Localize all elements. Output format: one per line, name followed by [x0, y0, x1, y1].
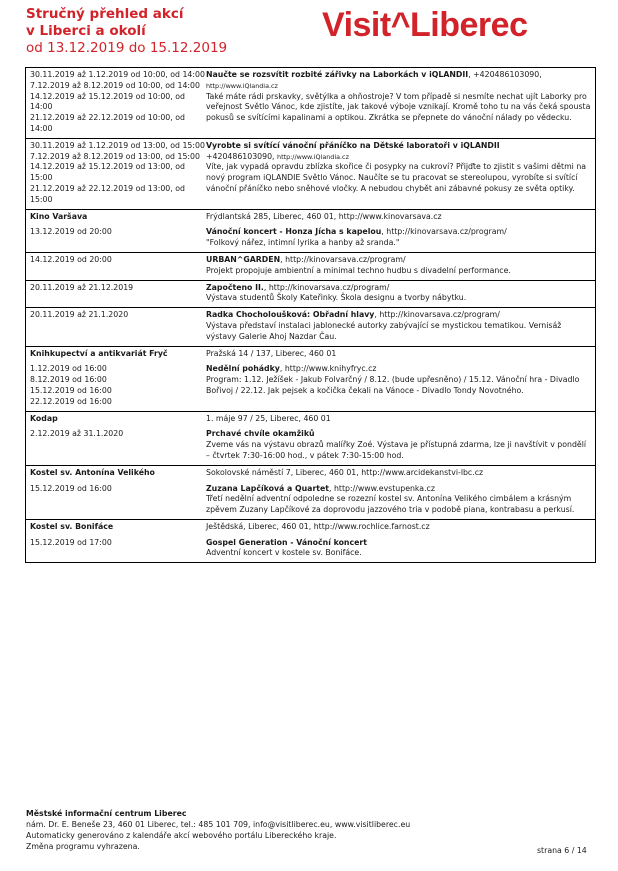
venue-block-kino-varsava — [26, 210, 595, 253]
title-line-1: Stručný přehled akcí — [26, 6, 184, 22]
event-web-link[interactable]: , http://www.evstupenka.cz — [329, 483, 435, 493]
event-date: 20.11.2019 až 21.1.2020 — [30, 310, 129, 320]
venue-name: Knihkupectví a antikvariát Fryč — [30, 348, 168, 358]
date-line: 30.11.2019 až 1.12.2019 od 13:00, od 15:00 — [30, 140, 205, 150]
event-title: Vánoční koncert - Honza Jícha s kapelou — [206, 227, 382, 237]
date-line: 1.12.2019 od 16:00 — [30, 364, 107, 374]
date-line: 14.12.2019 až 15.12.2019 od 10:00, od 14:00 — [30, 91, 185, 112]
venue-block-bonifac — [26, 520, 595, 563]
event-title: Gospel Generation - Vánoční koncert — [206, 537, 367, 547]
venue-column — [30, 522, 206, 559]
report-title — [26, 6, 227, 57]
date-line: 8.12.2019 od 16:00 — [30, 375, 107, 385]
event-date: 20.11.2019 až 21.12.2019 — [30, 282, 134, 292]
event-description: Výstava představí instalaci jablonecké autorky zabývající se mystickou tematikou. Vernisáž výstavy Galerie Ahoj Nazdar Čau. — [206, 320, 562, 341]
event-row-urban-garden — [26, 253, 595, 281]
event-web-link[interactable]: , http://kinovarsava.cz/program/ — [280, 254, 406, 264]
event-title: Zuzana Lapčíková a Quartet — [206, 483, 330, 493]
footer-generated-note: Automaticky generováno z kalendáře akcí webového portálu Libereckého kraje. — [26, 831, 337, 840]
event-date: 14.12.2019 od 20:00 — [30, 254, 112, 264]
event-contact: , +420486103090, — [468, 70, 542, 79]
venue-column — [30, 414, 206, 462]
event-description: Také máte rádi prskavky, světýlka a ohňostroje? V tom případě si nesmíte nechat ujít Laborky pro veřejnost Světlo Vánoc, kde zjistíte, jak takové výboje vznikají. Kromě toho tu na vás čeká spousta pokusů se svítícími kapalinami a optikou. Zkrátka se přepnete do vánoční nálady po vědecku. — [206, 91, 591, 123]
page-number: strana 6 / 14 — [537, 846, 587, 855]
venue-detail — [206, 468, 591, 516]
event-row-obradni-hlavy — [26, 308, 595, 346]
date-range: od 13.12.2019 do 15.12.2019 — [26, 40, 228, 56]
title-line-2: v Liberci a okolí — [26, 23, 146, 39]
venue-detail — [206, 522, 591, 559]
event-web-link[interactable]: , http://www.knihyfryc.cz — [279, 364, 377, 374]
date-line: 21.12.2019 až 22.12.2019 od 10:00, od 14:00 — [30, 113, 185, 133]
event-dates — [30, 141, 206, 206]
event-detail — [206, 255, 591, 277]
event-title: Naučte se rozsvítit rozbité zářivky na Laborkách v iQLANDII — [206, 70, 469, 79]
event-row-laborky — [26, 68, 595, 139]
event-detail — [206, 283, 591, 305]
footer-org: Městské informační centrum Liberec — [26, 809, 187, 818]
event-row-prani — [26, 139, 595, 210]
event-detail — [206, 70, 591, 135]
venue-block-kodap — [26, 412, 595, 466]
date-line: 15.12.2019 od 16:00 — [30, 385, 112, 395]
page-footer — [26, 808, 410, 852]
venue-column — [30, 349, 206, 408]
date-line: 14.12.2019 až 15.12.2019 od 13:00, od 15:00 — [30, 162, 185, 183]
event-web-link[interactable]: , http://kinovarsava.cz/program/ — [263, 282, 390, 292]
date-line: 22.12.2019 od 16:00 — [30, 396, 112, 406]
event-phone: +420486103090, — [206, 151, 275, 161]
venue-address: Frýdlantská 285, Liberec, 460 01, http://www.kinovarsava.cz — [206, 211, 442, 221]
event-title: URBAN^GARDEN — [206, 254, 281, 264]
event-title: Prchavé chvíle okamžiků — [206, 429, 315, 439]
venue-block-antonin — [26, 466, 595, 520]
event-web-link[interactable]: http://www.iQlandia.cz — [277, 152, 349, 161]
event-description: Projekt propojuje ambientní a minimal techno hudbu s divadelní performance. — [206, 265, 511, 275]
event-dates — [30, 70, 206, 135]
venue-column — [30, 212, 206, 249]
footer-contact: nám. Dr. E. Beneše 23, 460 01 Liberec, tel.: 485 101 709, info@visitliberec.eu, www.visitliberec.eu — [26, 820, 411, 829]
event-detail — [206, 310, 591, 342]
visit-liberec-logo: Visit^Liberec — [322, 6, 528, 44]
event-description: Třetí nedělní adventní odpoledne se rozezní kostel sv. Antonína Velikého cimbálem a krásným zpěvem Zuzany Lapčíkové za doprovodu jazzového tria v podobě piana, kontrabasu a perkusí. — [206, 494, 575, 515]
events-table — [25, 67, 596, 563]
event-web-link[interactable]: , http://kinovarsava.cz/program/ — [381, 227, 507, 237]
event-description: Zveme vás na výstavu obrazů malířky Zoé. Výstava je přístupná zdarma, lze ji navštívit v pondělí – čtvrtek 7:30-16:00 hod., v pátek 7:30-15:00 hod. — [206, 440, 587, 460]
venue-address: Pražská 14 / 137, Liberec, 460 01 — [206, 348, 337, 358]
venue-block-fryc — [26, 347, 595, 412]
event-description: Výstava studentů Školy Kateřinky. Škola designu a tvorby nábytku. — [206, 293, 467, 303]
venue-name: Kino Varšava — [30, 211, 88, 221]
date-line: 21.12.2019 až 22.12.2019 od 13:00, od 15:00 — [30, 183, 185, 204]
event-detail — [206, 141, 591, 206]
event-date: 15.12.2019 od 17:00 — [30, 537, 112, 547]
venue-detail — [206, 212, 591, 249]
event-date: 13.12.2019 od 20:00 — [30, 227, 112, 237]
event-title: Započteno II. — [206, 282, 264, 292]
event-title: Nedělní pohádky — [206, 364, 280, 374]
venue-name: Kostel sv. Bonifáce — [30, 521, 114, 531]
venue-name: Kostel sv. Antonína Velikého — [30, 467, 155, 477]
event-description: Víte, jak vypadá opravdu zblízka skořice či posypky na cukroví? Přijďte to zjistit s vašimi dětmi na nový program iQLANDIE Světlo Vánoc. Naučíte se tu pracovat se stereolupou, vyrobíte si svítící vánoční přáníčko nebo sněhové vločky. A nebudou chybět ani zábavné pokusy ze světa optiky. — [206, 162, 587, 193]
event-description: "Folkový nářez, intimní lyrika a hanby až sranda." — [206, 238, 400, 248]
venue-column — [30, 468, 206, 516]
venue-detail — [206, 349, 591, 408]
event-title: Vyrobte si svítící vánoční přáníčko na Dětské laboratoři v iQLANDII — [206, 140, 500, 150]
venue-detail — [206, 414, 591, 462]
event-description: Program: 1.12. Ježíšek - Jakub Folvarčný / 8.12. (bude upřesněno) / 15.12. Vánoční hra - Divadlo Bořivoj / 22.12. Jak pejsek a kočička čekali na Vánoce - Divadlo Tondy Novotného. — [206, 375, 580, 395]
venue-address: Sokolovské náměstí 7, Liberec, 460 01, http://www.arcidekanstvi-lbc.cz — [206, 467, 484, 477]
venue-name: Kodap — [30, 413, 58, 423]
footer-disclaimer: Změna programu vyhrazena. — [26, 842, 140, 851]
venue-address: Ještědská, Liberec, 460 01, http://www.rochlice.farnost.cz — [206, 521, 430, 531]
date-line: 30.11.2019 až 1.12.2019 od 10:00, od 14:00 — [30, 70, 205, 79]
event-title: Radka Chocholoušková: Obřadní hlavy — [206, 310, 375, 320]
venue-address: 1. máje 97 / 25, Liberec, 460 01 — [206, 413, 331, 423]
event-date: 15.12.2019 od 16:00 — [30, 483, 112, 493]
date-line: 7.12.2019 až 8.12.2019 od 10:00, od 14:00 — [30, 80, 200, 90]
event-web-link[interactable]: , http://kinovarsava.cz/program/ — [374, 310, 500, 320]
date-line: 7.12.2019 až 8.12.2019 od 13:00, od 15:00 — [30, 151, 200, 161]
event-row-zapocteno — [26, 281, 595, 309]
event-date: 2.12.2019 až 31.1.2020 — [30, 429, 124, 439]
event-web-link[interactable]: http://www.iQlandia.cz — [206, 81, 278, 90]
event-description: Adventní koncert v kostele sv. Bonifáce. — [206, 548, 362, 558]
